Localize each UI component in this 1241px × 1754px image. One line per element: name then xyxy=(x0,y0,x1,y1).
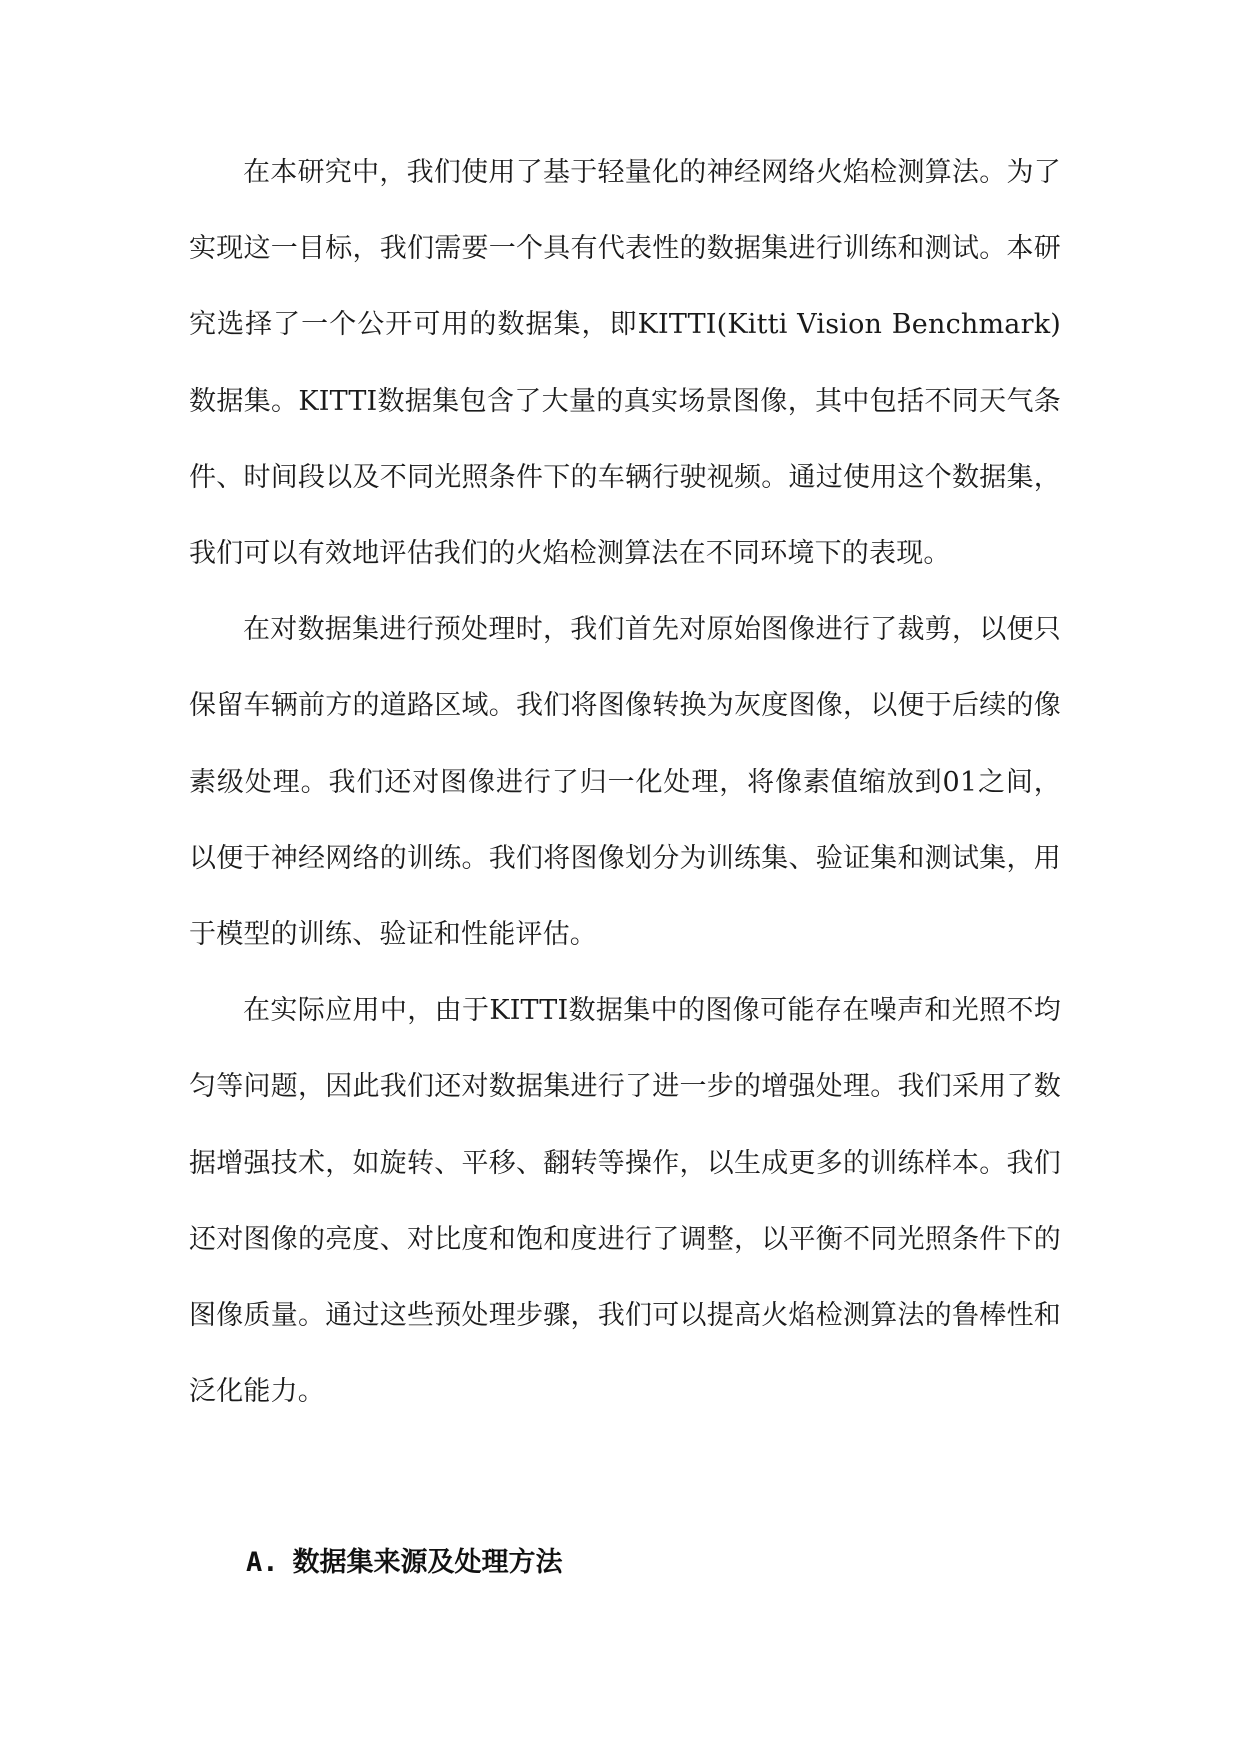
document-body xyxy=(189,135,1061,1430)
section-heading xyxy=(246,1540,563,1579)
paragraph-3: 在实际应用中，由于KITTI数据集中的图像可能存在噪声和光照不均匀等问题，因此我们还对数据集进行了进一步的增强处理。我们采用了数据增强技术，如旋转、平移、翻转等操作，以生成更多的训练样本。我们还对图像的亮度、对比度和饱和度进行了调整，以平衡不同光照条件下的图像质量。通过这些预处理步骤，我们可以提高火焰检测算法的鲁棒性和泛化能力。 xyxy=(189,995,1061,1408)
section-number: A. xyxy=(246,1547,279,1578)
paragraph-2: 在对数据集进行预处理时，我们首先对原始图像进行了裁剪，以便只保留车辆前方的道路区域。我们将图像转换为灰度图像，以便于后续的像素级处理。我们还对图像进行了归一化处理，将像素值缩放到01之间，以便于神经网络的训练。我们将图像划分为训练集、验证集和测试集，用于模型的训练、验证和性能评估。 xyxy=(189,614,1061,951)
paragraph-1: 在本研究中，我们使用了基于轻量化的神经网络火焰检测算法。为了实现这一目标，我们需要一个具有代表性的数据集进行训练和测试。本研究选择了一个公开可用的数据集，即KITTI(Kitti Vision Benchmark)数据集。KITTI数据集包含了大量的真实场景图像，其中包括不同天气条件、时间段以及不同光照条件下的车辆行驶视频。通过使用这个数据集，我们可以有效地评估我们的火焰检测算法在不同环境下的表现。 xyxy=(189,157,1061,570)
section-title: 数据集来源及处理方法 xyxy=(292,1547,563,1578)
